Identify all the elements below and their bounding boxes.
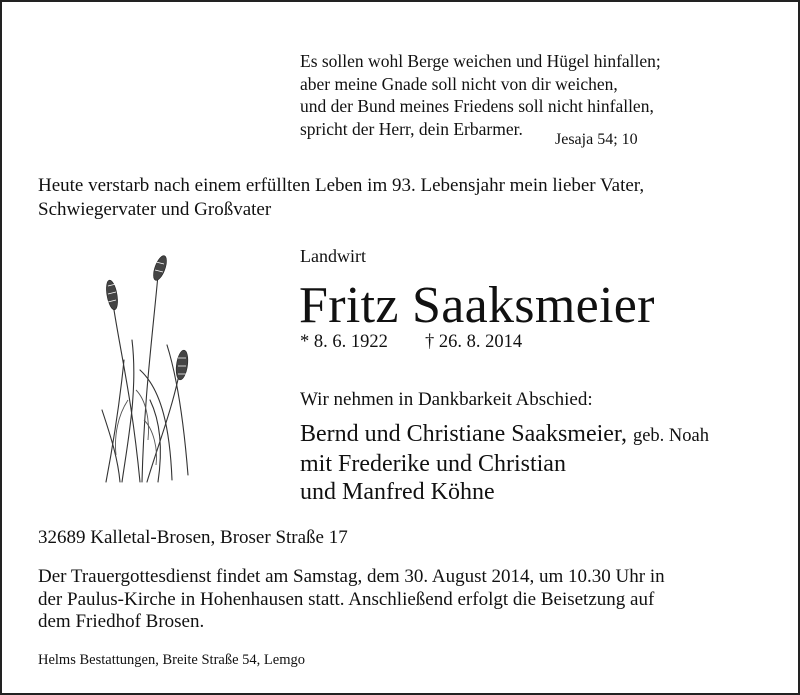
bible-verse <box>300 50 661 140</box>
undertaker-info: Helms Bestattungen, Breite Straße 54, Lemgo <box>38 652 305 668</box>
mourner-line: und Manfred Köhne <box>300 479 495 505</box>
birth-date: * 8. 6. 1922 <box>300 332 388 352</box>
intro-line: Schwiegervater und Großvater <box>38 199 272 220</box>
mourners-list <box>300 420 709 506</box>
service-line: Der Trauergottesdienst findet am Samstag, dem 30. August 2014, um 10.30 Uhr in <box>38 566 665 587</box>
occupation-title: Landwirt <box>300 246 366 266</box>
service-line: der Paulus-Kirche in Hohenhausen statt. Anschließend erfolgt die Beisetzung auf <box>38 588 655 610</box>
verse-line: spricht der Herr, dein Erbarmer. <box>300 118 523 139</box>
service-notice <box>38 566 665 634</box>
death-date: † 26. 8. 2014 <box>425 332 523 352</box>
wheat-stalks-icon <box>92 250 202 485</box>
intro-text <box>38 174 644 222</box>
service-line: dem Friedhof Brosen. <box>38 611 205 632</box>
deceased-name: Fritz Saaksmeier <box>299 277 655 334</box>
verse-reference: Jesaja 54; 10 <box>555 131 638 148</box>
family-address: 32689 Kalletal-Brosen, Broser Straße 17 <box>38 527 348 548</box>
intro-line: Heute verstarb nach einem erfüllten Leben im 93. Lebensjahr mein lieber Vater, <box>38 175 645 196</box>
farewell-line: Wir nehmen in Dankbarkeit Abschied: <box>300 389 593 410</box>
verse-line: Es sollen wohl Berge weichen und Hügel hinfallen; <box>300 51 661 71</box>
mourner-line: mit Frederike und Christian <box>300 451 566 477</box>
verse-line: aber meine Gnade soll nicht von dir weichen, <box>300 73 618 94</box>
mourner-names: Bernd und Christiane Saaksmeier, <box>300 421 627 447</box>
maiden-name: geb. Noah <box>632 426 710 446</box>
verse-line: und der Bund meines Friedens soll nicht hinfallen, <box>300 96 654 116</box>
mourner-line <box>300 420 709 450</box>
